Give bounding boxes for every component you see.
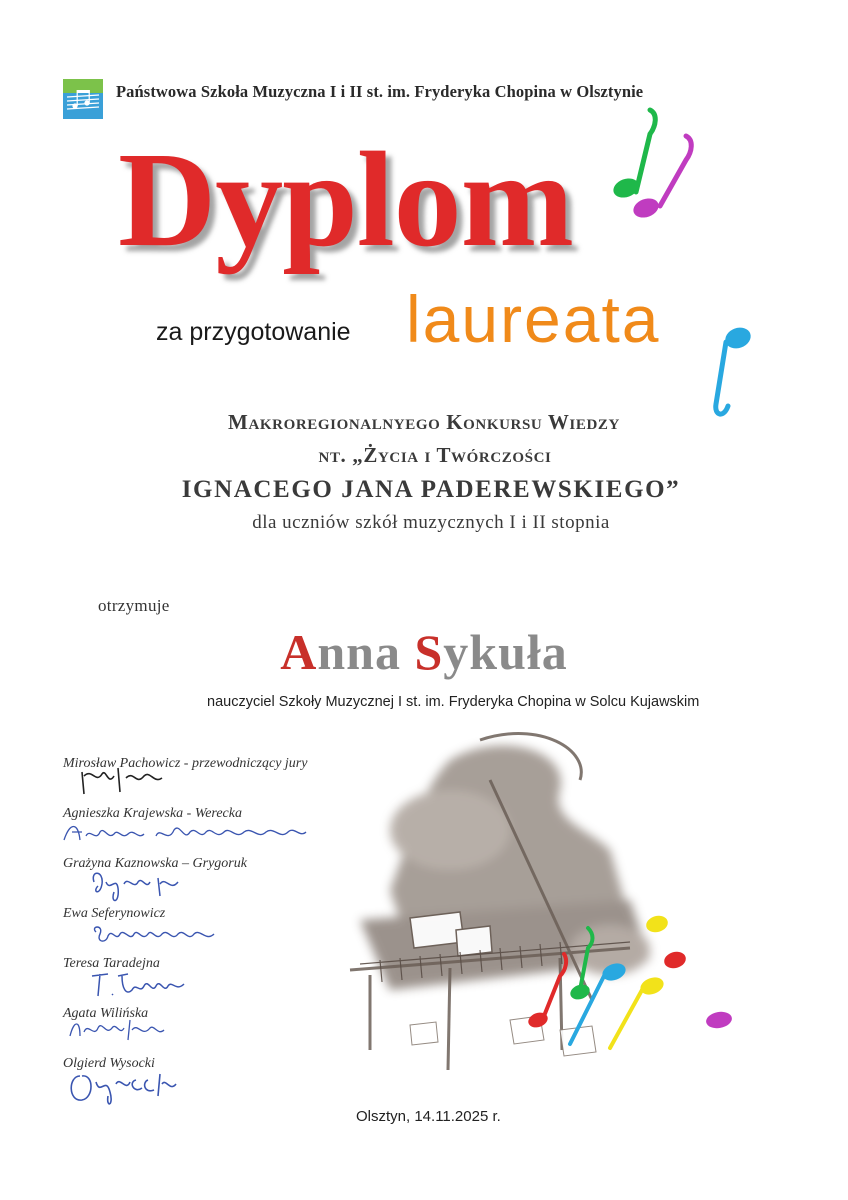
jury-member-3: Grażyna Kaznowska – Grygoruk [63,856,247,871]
music-school-logo-icon [63,79,103,119]
subtitle-prefix: za przygotowanie [156,318,351,346]
signature-1 [78,764,168,798]
piano-illustration [330,720,770,1100]
music-dot-red-icon [662,950,688,970]
jury-member-1: Mirosław Pachowicz - przewodniczący jury [63,756,308,771]
recipient-first-rest: nna [317,624,415,680]
recipient-last-rest: ykuła [443,624,568,680]
jury-member-2: Agnieszka Krajewska - Werecka [63,806,242,821]
recipient-role: nauczyciel Szkoły Muzycznej I st. im. Fryderyka Chopina w Solcu Kujawskim [207,694,700,710]
music-note-cyan-icon [700,322,760,422]
diploma-title: Dyplom [118,125,573,275]
signature-5 [88,968,188,1002]
place-and-date: Olsztyn, 14.11.2025 r. [356,1108,501,1125]
music-dot-yellow-icon [644,914,670,934]
subtitle-laureate: laureata [406,282,661,356]
music-note-magenta-icon [620,130,700,220]
jury-member-5: Teresa Taradejna [63,956,160,971]
music-note-yellow-icon [600,974,670,1054]
signature-2 [60,818,310,848]
school-name: Państwowa Szkoła Muzyczna I i II st. im. Fryderyka Chopina w Olsztynie [116,82,644,101]
competition-line-2: nt. „Życia i Twórczości [318,443,552,467]
competition-line-1: Makroregionalnyego Konkursu Wiedzy [228,410,620,434]
competition-audience: dla uczniów szkół muzycznych I i II stopnia [252,512,610,533]
signature-6 [66,1014,166,1044]
recipient-last-initial: S [414,624,444,680]
jury-member-7: Olgierd Wysocki [63,1056,155,1071]
music-dot-magenta-icon [704,1010,734,1030]
signature-7 [66,1066,186,1110]
recipient-first-initial: A [280,624,318,680]
jury-member-6: Agata Wilińska [63,1006,149,1021]
signature-3 [88,868,188,908]
jury-member-4: Ewa Seferynowicz [63,906,166,921]
competition-patron: IGNACEGO JANA PADEREWSKIEGO” [181,476,681,503]
recipient-name [0,623,848,681]
receives-label: otrzymuje [98,596,170,615]
signature-4 [90,920,220,950]
